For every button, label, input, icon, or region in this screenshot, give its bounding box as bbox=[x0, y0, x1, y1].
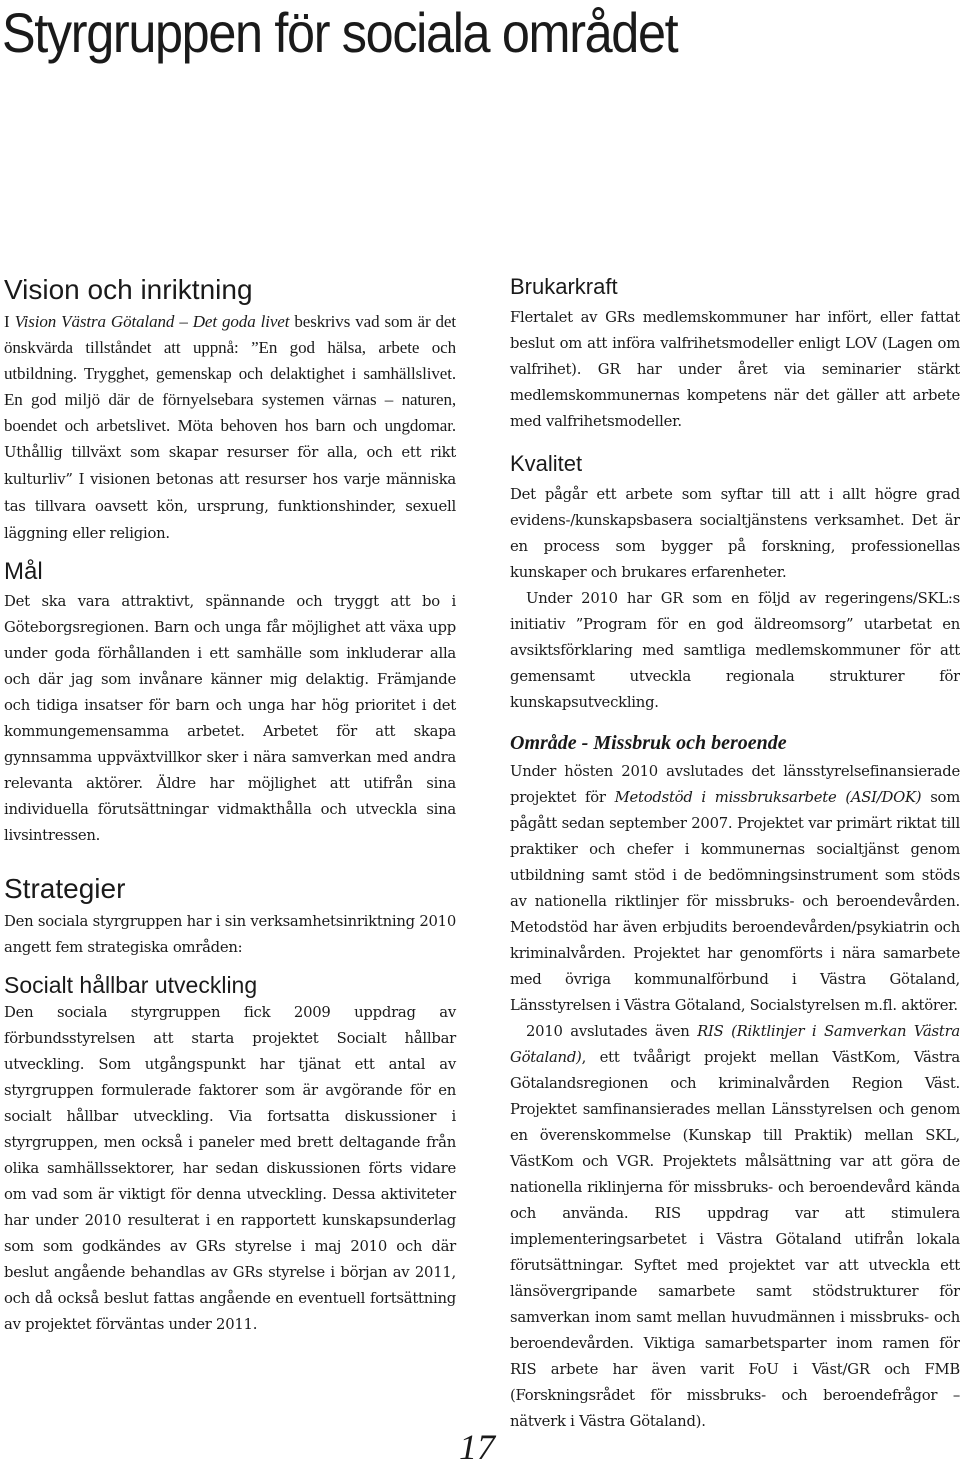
page-title: Styrgruppen för sociala området bbox=[2, 1, 678, 64]
kvalitet-paragraph-2: Under 2010 har GR som en följd av regeringens/SKL:s initiativ ”Program för en god äldreomsorg” utarbetat en avsiktsförklaring med samtliga medlemskommuner för att gemensamt utveckla regionala strukturer för kunskapsutveckling. bbox=[510, 590, 960, 711]
right-column bbox=[510, 272, 960, 1435]
kvalitet-paragraph-1: Det pågår ett arbete som syftar till att i allt högre grad evidens-/kunskapsbasera socialtjänstens verksamhet. Det är en process som bygger på forskning, professionellas kunskaper och brukares erfarenheter. bbox=[510, 486, 960, 581]
vision-text: beskrivs vad som är det önskvärda tillståndet att uppnå: ”En god hälsa, arbete och utbildning. Trygghet, gemenskap och delaktighet i samhällslivet. En god miljö där de förnyelsebara systemen värnas – naturen, boendet och arbetslivet. Möta behoven hos barn och ungdomar. bbox=[4, 312, 457, 435]
left-column bbox=[4, 272, 456, 1338]
vision-text-2: Uthållig tillväxt som skapar resurser för alla, och ett rikt kulturliv” I visionen betonas att resurser hos varje människa tas tillvara oavsett kön, ursprung, funktionshinder, sexuell läggning eller religion. bbox=[4, 444, 456, 542]
brukarkraft-paragraph: Flertalet av GRs medlemskommuner har infört, eller fattat beslut om att införa valfrihetsmodeller enligt LOV (Lagen om valfrihet). GR har under året via seminarier stärkt medlemskommunernas kompetens när det gäller att arbete med valfrihetsmodeller. bbox=[510, 309, 960, 430]
page-number: 17 bbox=[459, 1427, 495, 1467]
mal-paragraph: Det ska vara attraktivt, spännande och tryggt att bo i Göteborgsregionen. Barn och unga får möjlighet att växa upp under goda förhållanden i ett samhälle som inkluderar alla och där jag som invånare känner mig delaktig. Främjande och tidiga insatser för barn och unga har hög prioritet i det kommungemensamma arbetet. Arbetet för att skapa gynnsamma uppväxtvillkor sker i nära samverkan med andra relevanta aktörer. Äldre har möjlighet att utifrån sina individuella förutsättningar vidmakthålla och utveckla sina livsintressen. bbox=[4, 593, 456, 844]
missbruk-text-2c: , ett tvåårigt projekt mellan VästKom, Västra Götalandsregionen och kriminalvården Region Väst. Projektet samfinansierades mellan Länsstyrelsen och genom en överenskommelse (Kunskap till Praktik) mellan SKL, VästKom och VGR. Projektets målsättning var att göra de nationella riklinjerna för missbruks- och beroendevård kända och använda. RIS uppdrag var att stimulera implementeringsarbetet i Västra Götaland utifrån lokala förutsättningar. Syftet med projektet var att utveckla ett länsövergripande samarbete samt stödstrukturer för samverkan inom samt mellan huvudmännen i missbruks- och beroendevården. Viktiga samarbetsparter inom ramen för RIS arbete har även varit FoU i Väst/GR och FMB (Forskningsrådet för missbruks- och beroendefrågor – nätverk i Västra Götaland). bbox=[510, 1049, 960, 1430]
missbruk-paragraph-1 bbox=[510, 759, 960, 1019]
strategier-paragraph: Den sociala styrgruppen har i sin verksamhetsinriktning 2010 angett fem strategiska områden: bbox=[4, 913, 456, 956]
vision-heading: Vision och inriktning bbox=[4, 274, 253, 305]
vision-document-title: Vision Västra Götaland – Det goda livet bbox=[14, 312, 290, 331]
kvalitet-heading: Kvalitet bbox=[510, 451, 583, 476]
missbruk-heading: Område - Missbruk och beroende bbox=[510, 732, 787, 754]
mal-heading: Mål bbox=[4, 558, 43, 585]
missbruk-paragraph-2 bbox=[510, 1019, 960, 1435]
vision-paragraph bbox=[4, 309, 456, 547]
metodstod-project-name: Metodstöd i missbruksarbete (ASI/DOK) bbox=[614, 789, 922, 806]
vision-intro: I bbox=[4, 312, 15, 331]
strategier-heading: Strategier bbox=[4, 873, 126, 904]
ris-project-name: RIS (Riktlinjer i Samverkan Västra Götaland) bbox=[510, 1023, 960, 1066]
missbruk-text-1a: Under hösten 2010 avslutades det länsstyrelsefinansierade projektet för bbox=[510, 763, 960, 806]
brukarkraft-heading: Brukarkraft bbox=[510, 274, 618, 299]
socialt-hallbar-heading: Socialt hållbar utveckling bbox=[4, 972, 258, 998]
missbruk-text-2a: 2010 avslutades även bbox=[526, 1023, 698, 1040]
socialt-hallbar-paragraph: Den sociala styrgruppen fick 2009 uppdrag av förbundsstyrelsen att starta projektet Socialt hållbar utveckling. Som utgångspunkt har tjänat ett antal av styrgruppen formulerade faktorer som är avgörande för en socialt hållbar utveckling. Via fortsatta diskussioner i styrgruppen, men också i paneler med brett deltagande från olika samhällssektorer, har sedan diskussionen förts vidare om vad som är viktigt för denna utveckling. Dessa aktiviteter har under 2010 resulterat i en rapportett kunskapsunderlag som som godkändes av GRs styrelse i maj 2010 och där beslut angående behandlas av GRs styrelse i början av 2011, och då också beslut fattas angående en eventuell fortsättning av projektet förväntas under 2011. bbox=[4, 1004, 456, 1333]
missbruk-text-1c: som pågått sedan september 2007. Projektet var primärt riktat till praktiker och chefer i kommunernas socialtjänst genom utbildning samt stöd i de bedömningsinstrument som stöds av nationella riktlinjer för missbruks- och beroendevården. Metodstöd har även erbjudits beroendevården/psykiatrin och kriminalvården. Projektet har genomförts i nära samarbete med övriga kommunalförbund i Västra Götaland, Länsstyrelsen i Västra Götaland, Socialstyrelsen m.fl. aktörer. bbox=[510, 789, 960, 1014]
